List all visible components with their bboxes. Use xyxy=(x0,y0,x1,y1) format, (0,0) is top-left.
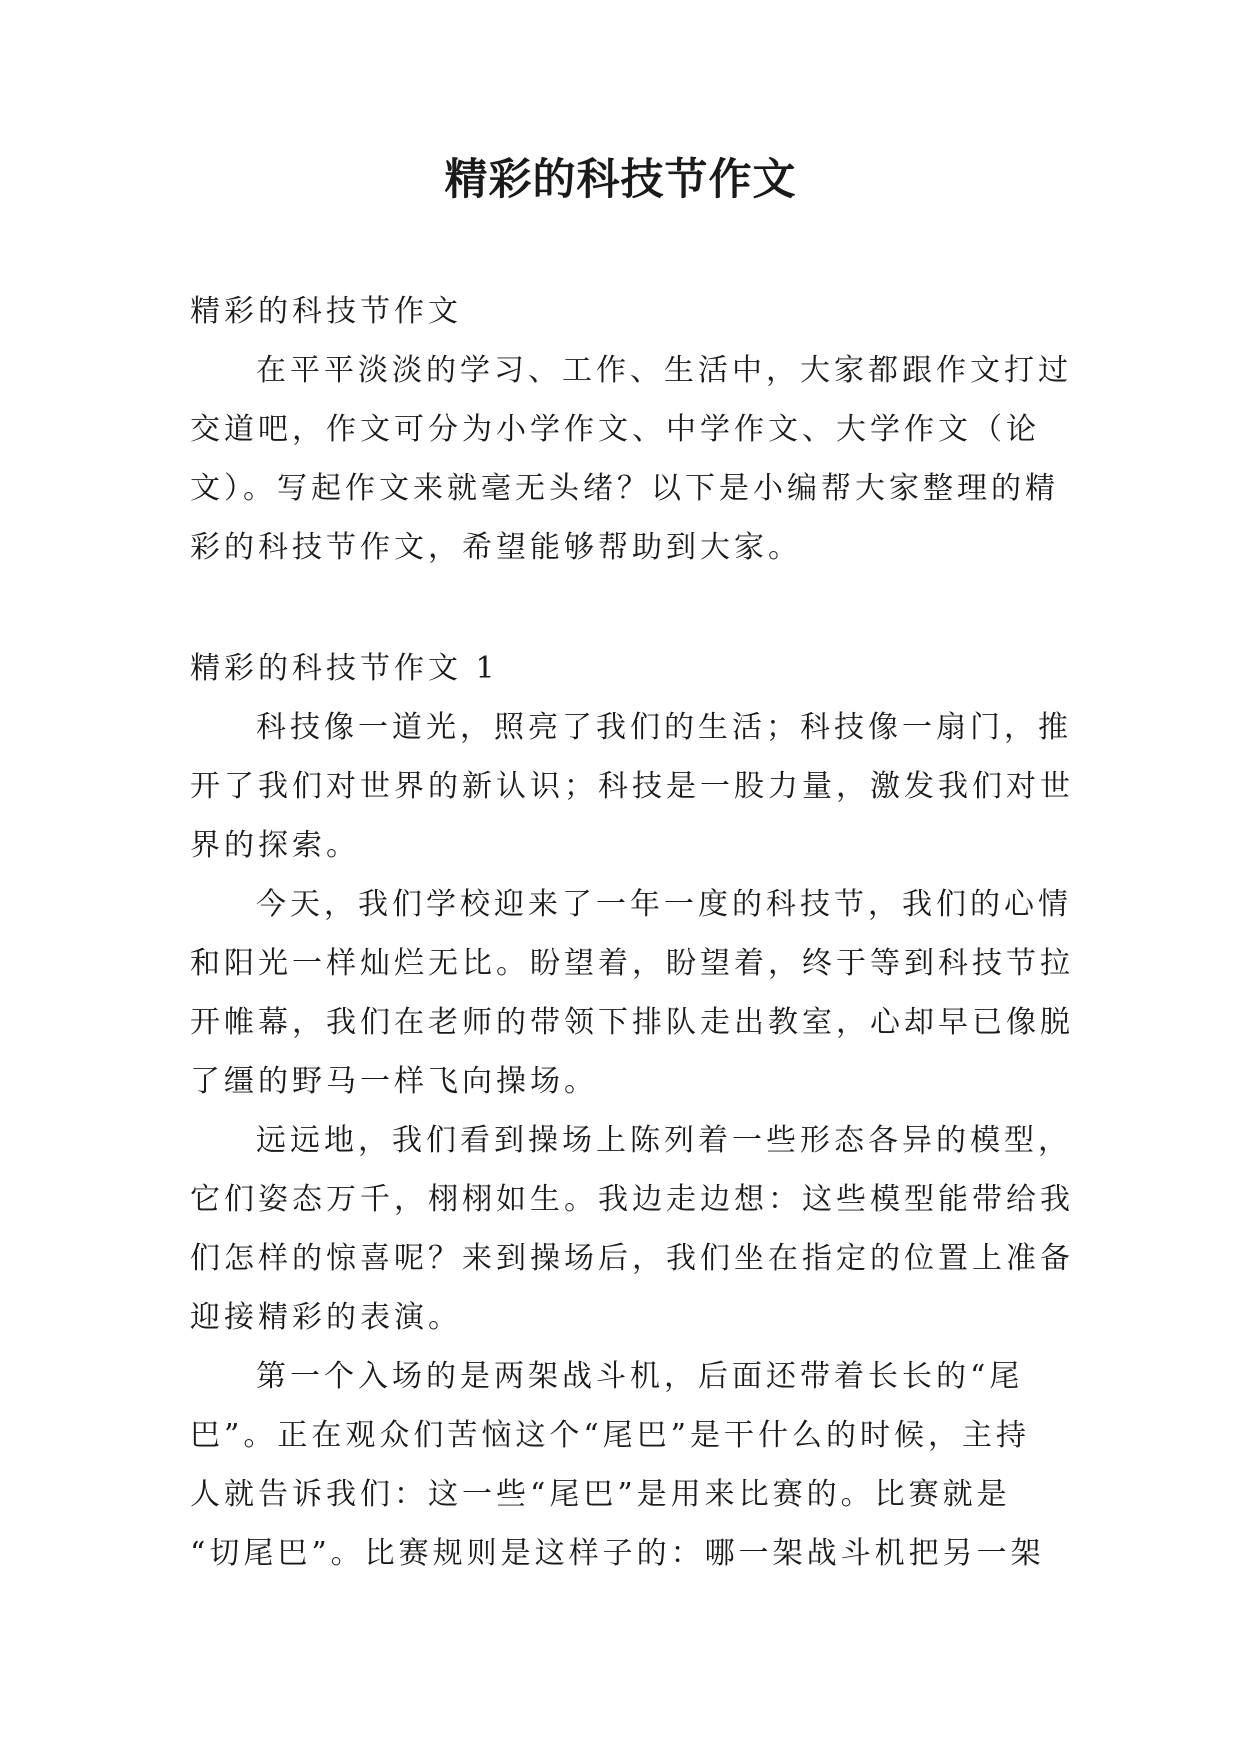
paragraph-line: 它们姿态万千，栩栩如生。我边走边想：这些模型能带给我 xyxy=(190,1182,1074,1217)
paragraph-line: 今天，我们学校迎来了一年一度的科技节，我们的心情 xyxy=(256,887,1072,922)
section-heading: 精彩的科技节作文 1 xyxy=(190,651,499,686)
intro-line: 文）。写起作文来就毫无头绪？以下是小编帮大家整理的精 xyxy=(190,471,1059,506)
paragraph-line: 了缰的野马一样飞向操场。 xyxy=(190,1064,598,1099)
paragraph-line: 第一个入场的是两架战斗机，后面还带着长长的“尾 xyxy=(256,1359,1024,1394)
intro-line: 交道吧，作文可分为小学作文、中学作文、大学作文（论 xyxy=(190,412,1040,447)
intro-line: 彩的科技节作文，希望能够帮助到大家。 xyxy=(190,530,802,565)
paragraph-line: 界的探索。 xyxy=(190,828,360,863)
paragraph-line: 和阳光一样灿烂无比。盼望着，盼望着，终于等到科技节拉 xyxy=(190,946,1074,981)
paragraph-line: 人就告诉我们：这一些“尾巴”是用来比赛的。比赛就是 xyxy=(190,1477,1011,1512)
paragraph-line: 科技像一道光，照亮了我们的生活；科技像一扇门，推 xyxy=(256,710,1072,745)
intro-line: 在平平淡淡的学习、工作、生活中，大家都跟作文打过 xyxy=(256,353,1072,388)
subtitle: 精彩的科技节作文 xyxy=(190,294,462,329)
paragraph-line: 迎接精彩的表演。 xyxy=(190,1300,462,1335)
paragraph-line: “切尾巴”。比赛规则是这样子的：哪一架战斗机把另一架 xyxy=(190,1536,1045,1571)
paragraph-line: 们怎样的惊喜呢？来到操场后，我们坐在指定的位置上准备 xyxy=(190,1241,1074,1276)
paragraph-line: 远远地，我们看到操场上陈列着一些形态各异的模型， xyxy=(256,1123,1072,1158)
document-title: 精彩的科技节作文 xyxy=(444,155,797,205)
paragraph-line: 开帷幕，我们在老师的带领下排队走出教室，心却早已像脱 xyxy=(190,1005,1074,1040)
paragraph-line: 巴”。正在观众们苦恼这个“尾巴”是干什么的时候，主持 xyxy=(190,1418,1031,1453)
blank-line xyxy=(190,577,1048,639)
document-body xyxy=(190,282,1074,1583)
paragraph-line: 开了我们对世界的新认识；科技是一股力量，激发我们对世 xyxy=(190,769,1074,804)
